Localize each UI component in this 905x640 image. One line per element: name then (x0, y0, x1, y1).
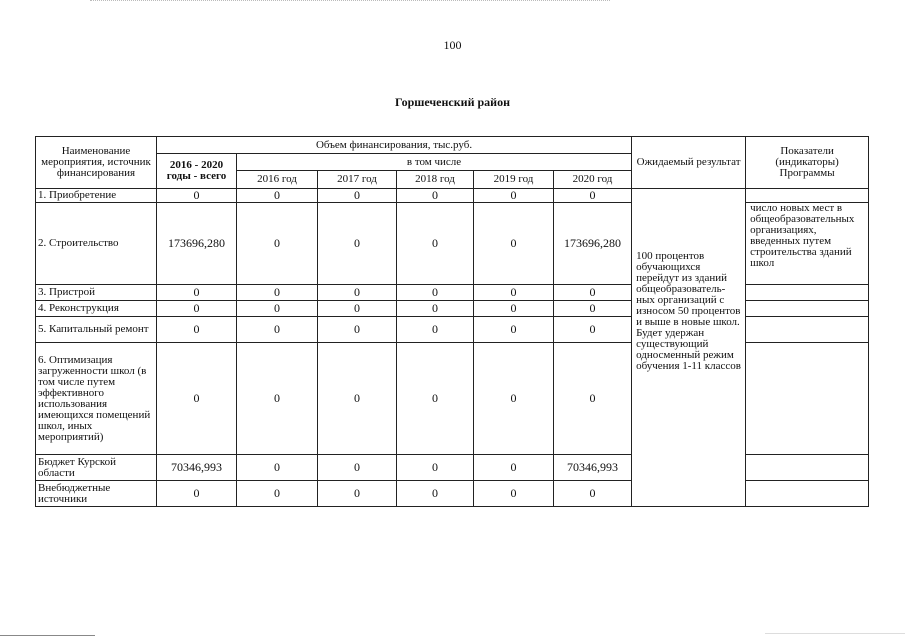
cell-2019: 0 (474, 301, 554, 317)
scan-edge-line (765, 633, 905, 634)
cell-2016: 0 (237, 285, 318, 301)
cell-2019: 0 (474, 285, 554, 301)
row-label: 3. Пристрой (36, 285, 157, 301)
cell-2018: 0 (397, 189, 474, 203)
financing-table (35, 136, 869, 507)
header-including: в том числе (237, 154, 632, 171)
row-label: Бюджет Курской области (36, 455, 157, 481)
cell-2018: 0 (397, 343, 474, 455)
cell-2019: 0 (474, 317, 554, 343)
cell-2016: 0 (237, 189, 318, 203)
cell-2016: 0 (237, 203, 318, 285)
cell-2018: 0 (397, 203, 474, 285)
header-year: 2017 год (318, 171, 397, 189)
indicator-cell-empty (746, 301, 869, 317)
cell-2017: 0 (318, 189, 397, 203)
cell-2016: 0 (237, 317, 318, 343)
header-year: 2019 год (474, 171, 554, 189)
expected-result: 100 процентов обучающихся перейдут из зданий общеобразователь-ных организаций с износом 50 процентов и выше в новые школ. Будет удержан существующий односменный режим обучения 1-11 классов (632, 189, 746, 507)
cell-2019: 0 (474, 189, 554, 203)
header-result: Ожидаемый результат (632, 137, 746, 189)
row-label: 1. Приобретение (36, 189, 157, 203)
row-label: 6. Оптимизация загруженности школ (в том числе путем эффективного использования имеющихся помещений школ, иных мероприятий) (36, 343, 157, 455)
cell-2019: 0 (474, 203, 554, 285)
cell-2019: 0 (474, 343, 554, 455)
cell-2020: 173696,280 (554, 203, 632, 285)
cell-2016: 0 (237, 301, 318, 317)
cell-2020: 0 (554, 343, 632, 455)
cell-2020: 0 (554, 285, 632, 301)
cell-total: 0 (157, 343, 237, 455)
row-label: 2. Строительство (36, 203, 157, 285)
cell-2019: 0 (474, 455, 554, 481)
cell-total: 0 (157, 481, 237, 507)
indicator-cell-empty (746, 455, 869, 481)
header-indicators: Показатели (индикаторы) Программы (746, 137, 869, 189)
cell-2017: 0 (318, 285, 397, 301)
cell-2018: 0 (397, 317, 474, 343)
page-title: Горшеченский район (395, 95, 510, 109)
cell-2017: 0 (318, 481, 397, 507)
cell-2020: 0 (554, 317, 632, 343)
cell-2018: 0 (397, 455, 474, 481)
cell-2017: 0 (318, 301, 397, 317)
cell-2018: 0 (397, 301, 474, 317)
cell-2017: 0 (318, 343, 397, 455)
indicator-cell-empty (746, 189, 869, 203)
header-year: 2016 год (237, 171, 318, 189)
cell-2020: 0 (554, 301, 632, 317)
table-row (36, 189, 869, 203)
cell-2020: 70346,993 (554, 455, 632, 481)
scan-top-rule (90, 0, 610, 2)
cell-total: 70346,993 (157, 455, 237, 481)
indicator-text: число новых мест в общеобразовательных организациях, введенных путем строительства зданий школ (746, 203, 869, 285)
cell-total: 0 (157, 285, 237, 301)
header-year: 2020 год (554, 171, 632, 189)
header-volume: Объем финансирования, тыс.руб. (157, 137, 632, 154)
cell-2017: 0 (318, 203, 397, 285)
cell-2017: 0 (318, 317, 397, 343)
header-name: Наименование мероприятия, источник финансирования (36, 137, 157, 189)
cell-2017: 0 (318, 455, 397, 481)
indicator-cell-empty (746, 481, 869, 507)
cell-2020: 0 (554, 481, 632, 507)
header-total: 2016 - 2020 годы - всего (157, 154, 237, 189)
cell-2018: 0 (397, 481, 474, 507)
cell-total: 0 (157, 189, 237, 203)
indicator-cell-empty (746, 317, 869, 343)
cell-2016: 0 (237, 481, 318, 507)
cell-2020: 0 (554, 189, 632, 203)
cell-2018: 0 (397, 285, 474, 301)
cell-2019: 0 (474, 481, 554, 507)
page-number: 100 (443, 38, 462, 52)
cell-2016: 0 (237, 455, 318, 481)
cell-total: 173696,280 (157, 203, 237, 285)
row-label: Внебюджетные источники (36, 481, 157, 507)
row-label: 5. Капитальный ремонт (36, 317, 157, 343)
header-year: 2018 год (397, 171, 474, 189)
row-label: 4. Реконструкция (36, 301, 157, 317)
cell-total: 0 (157, 317, 237, 343)
scan-bottom-rule (0, 635, 95, 636)
cell-2016: 0 (237, 343, 318, 455)
indicator-cell-empty (746, 343, 869, 455)
cell-total: 0 (157, 301, 237, 317)
indicator-cell-empty (746, 285, 869, 301)
